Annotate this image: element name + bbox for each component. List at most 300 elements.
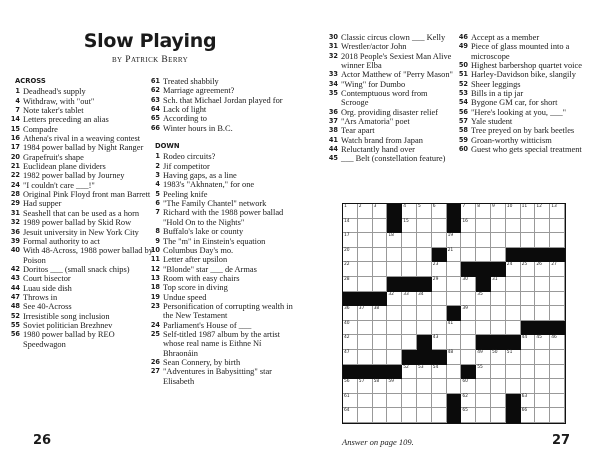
grid-cell[interactable] <box>373 321 388 336</box>
clue-item <box>322 108 457 117</box>
grid-cell[interactable] <box>535 204 550 219</box>
grid-cell[interactable] <box>432 219 447 234</box>
grid-cell[interactable] <box>550 365 565 380</box>
grid-cell[interactable] <box>387 394 402 409</box>
grid-cell[interactable] <box>461 379 476 394</box>
grid-cell[interactable] <box>373 262 388 277</box>
grid-cell[interactable] <box>358 219 373 234</box>
grid-cell[interactable] <box>343 277 358 292</box>
grid-block <box>447 219 462 234</box>
grid-cell[interactable] <box>402 379 417 394</box>
clue-item <box>4 171 154 180</box>
clue-number: 32 <box>328 51 338 60</box>
page-number-right: 27 <box>552 433 571 448</box>
clue-text: Compadre <box>23 124 58 134</box>
grid-cell[interactable] <box>491 321 506 336</box>
grid-cell[interactable] <box>343 394 358 409</box>
grid-cell[interactable] <box>402 219 417 234</box>
grid-cell[interactable] <box>373 379 388 394</box>
clue-text: Contemptuous word from Scrooge <box>341 89 428 108</box>
cell-number: 60 <box>462 379 468 385</box>
grid-cell[interactable] <box>402 408 417 423</box>
grid-cell[interactable] <box>432 335 447 350</box>
grid-cell[interactable] <box>447 277 462 292</box>
page-number-left: 26 <box>33 433 52 448</box>
grid-cell[interactable] <box>550 219 565 234</box>
grid-cell[interactable] <box>461 335 476 350</box>
grid-cell[interactable] <box>521 335 536 350</box>
grid-cell[interactable] <box>343 321 358 336</box>
clue-text: Rodeo circuits? <box>163 152 216 162</box>
grid-cell[interactable] <box>461 321 476 336</box>
grid-cell[interactable] <box>447 233 462 248</box>
clue-item <box>144 162 294 171</box>
grid-cell[interactable] <box>358 408 373 423</box>
clue-item <box>4 190 154 199</box>
clue-text: Doritos ___ (small snack chips) <box>23 264 130 274</box>
clue-item <box>144 293 294 302</box>
grid-cell[interactable] <box>506 350 521 365</box>
clue-number: 20 <box>10 152 20 161</box>
clue-text: "Adventures in Babysitting" star Elisabeth <box>163 367 272 386</box>
grid-cell[interactable] <box>521 379 536 394</box>
grid-cell[interactable] <box>506 277 521 292</box>
clue-number: 29 <box>10 199 20 208</box>
clue-text: Highest barbershop quartet voice <box>471 61 582 71</box>
grid-cell[interactable] <box>387 292 402 307</box>
grid-cell[interactable] <box>387 262 402 277</box>
cell-number: 12 <box>536 204 542 209</box>
grid-cell[interactable] <box>432 306 447 321</box>
grid-cell[interactable] <box>476 350 491 365</box>
grid-cell[interactable] <box>476 379 491 394</box>
grid-cell[interactable] <box>550 277 565 292</box>
clue-text: Parliament's House of ___ <box>163 320 252 330</box>
grid-cell[interactable] <box>358 335 373 350</box>
grid-cell[interactable] <box>491 219 506 234</box>
cell-number: 10 <box>506 204 513 209</box>
grid-cell[interactable] <box>550 233 565 248</box>
grid-block <box>387 219 402 234</box>
clue-text: Original Pink Floyd front man Barrett <box>23 190 151 200</box>
down-clues-column-4 <box>452 33 597 154</box>
clue-text: Top score in diving <box>163 283 228 293</box>
clue-text: Classic circus clown ___ Kelly <box>341 33 446 42</box>
clue-item <box>144 124 294 133</box>
grid-cell[interactable] <box>447 248 462 263</box>
grid-cell[interactable] <box>476 233 491 248</box>
clue-text: Sch. that Michael Jordan played for <box>163 95 283 105</box>
grid-cell[interactable] <box>521 365 536 380</box>
grid-cell[interactable] <box>358 394 373 409</box>
grid-cell[interactable] <box>535 233 550 248</box>
grid-cell[interactable] <box>358 262 373 277</box>
grid-cell[interactable] <box>402 365 417 380</box>
grid-cell[interactable] <box>447 365 462 380</box>
grid-cell[interactable] <box>491 394 506 409</box>
grid-cell[interactable] <box>521 394 536 409</box>
grid-cell[interactable] <box>476 365 491 380</box>
grid-cell[interactable] <box>506 321 521 336</box>
grid-cell[interactable] <box>550 394 565 409</box>
clue-text: Guest who gets special treatment <box>471 145 582 155</box>
grid-cell[interactable] <box>373 408 388 423</box>
grid-block <box>417 277 432 292</box>
grid-cell[interactable] <box>461 350 476 365</box>
grid-cell[interactable] <box>550 408 565 423</box>
across-clues-column-1 <box>4 77 154 349</box>
grid-cell[interactable] <box>491 408 506 423</box>
grid-cell[interactable] <box>402 394 417 409</box>
clue-item <box>452 42 597 61</box>
grid-cell[interactable] <box>550 335 565 350</box>
clue-number: 61 <box>150 77 160 85</box>
grid-cell[interactable] <box>432 233 447 248</box>
grid-cell[interactable] <box>432 379 447 394</box>
grid-cell[interactable] <box>476 204 491 219</box>
grid-cell[interactable] <box>358 306 373 321</box>
grid-cell[interactable] <box>447 292 462 307</box>
grid-cell[interactable] <box>521 408 536 423</box>
grid-cell[interactable] <box>402 321 417 336</box>
grid-cell[interactable] <box>461 394 476 409</box>
grid-cell[interactable] <box>506 292 521 307</box>
clue-number: 56 <box>458 107 468 116</box>
grid-cell[interactable] <box>476 306 491 321</box>
clue-text: Groan-worthy witticism <box>471 135 552 145</box>
grid-cell[interactable] <box>476 292 491 307</box>
clue-number: 17 <box>10 143 20 152</box>
grid-cell[interactable] <box>535 408 550 423</box>
clue-list <box>322 33 457 164</box>
grid-cell[interactable] <box>506 379 521 394</box>
clues-column-2 <box>144 77 294 386</box>
cell-number: 46 <box>551 335 557 341</box>
cell-number: 20 <box>344 247 350 253</box>
clue-number: 45 <box>328 154 338 163</box>
grid-cell[interactable] <box>535 277 550 292</box>
clue-number: 64 <box>150 105 160 114</box>
grid-cell[interactable] <box>491 350 506 365</box>
grid-cell[interactable] <box>447 335 462 350</box>
grid-cell[interactable] <box>461 408 476 423</box>
grid-cell[interactable] <box>535 292 550 307</box>
grid-cell[interactable] <box>521 233 536 248</box>
clue-list <box>144 77 294 133</box>
grid-cell[interactable] <box>535 379 550 394</box>
grid-cell[interactable] <box>402 204 417 219</box>
clue-number: 50 <box>458 61 468 70</box>
grid-cell[interactable] <box>521 219 536 234</box>
grid-cell[interactable] <box>491 365 506 380</box>
grid-cell[interactable] <box>535 262 550 277</box>
grid-cell[interactable] <box>402 292 417 307</box>
grid-cell[interactable] <box>387 408 402 423</box>
grid-cell[interactable] <box>432 204 447 219</box>
grid-cell[interactable] <box>432 292 447 307</box>
clue-item <box>322 52 457 71</box>
clue-item <box>4 246 154 265</box>
clue-number: 47 <box>10 292 20 301</box>
clue-item <box>144 330 294 358</box>
clue-list <box>452 33 597 154</box>
grid-cell[interactable] <box>417 394 432 409</box>
grid-cell[interactable] <box>343 335 358 350</box>
grid-cell[interactable] <box>387 379 402 394</box>
grid-cell[interactable] <box>491 292 506 307</box>
clue-item <box>4 228 154 237</box>
clue-text: Watch brand from Japan <box>341 135 423 145</box>
grid-cell[interactable] <box>343 379 358 394</box>
grid-cell[interactable] <box>461 248 476 263</box>
clue-number: 52 <box>10 311 20 320</box>
grid-cell[interactable] <box>461 204 476 219</box>
grid-cell[interactable] <box>506 204 521 219</box>
grid-cell[interactable] <box>417 321 432 336</box>
clue-item <box>322 145 457 154</box>
grid-cell[interactable] <box>461 233 476 248</box>
clue-number: 23 <box>150 301 160 310</box>
grid-block <box>343 292 358 307</box>
cell-number: 49 <box>477 350 483 355</box>
answer-note: Answer on page 109. <box>342 437 414 447</box>
grid-cell[interactable] <box>373 233 388 248</box>
grid-cell[interactable] <box>506 219 521 234</box>
grid-cell[interactable] <box>417 204 432 219</box>
grid-cell[interactable] <box>521 262 536 277</box>
clue-item <box>452 145 597 154</box>
grid-cell[interactable] <box>402 262 417 277</box>
grid-cell[interactable] <box>343 248 358 263</box>
grid-cell[interactable] <box>358 379 373 394</box>
grid-cell[interactable] <box>373 335 388 350</box>
clue-text: Formal authority to act <box>23 236 100 246</box>
grid-cell[interactable] <box>521 292 536 307</box>
grid-cell[interactable] <box>417 379 432 394</box>
grid-cell[interactable] <box>476 248 491 263</box>
grid-cell[interactable] <box>521 306 536 321</box>
grid-cell[interactable] <box>491 248 506 263</box>
grid-cell[interactable] <box>447 350 462 365</box>
grid-cell[interactable] <box>343 233 358 248</box>
grid-cell[interactable] <box>506 262 521 277</box>
grid-cell[interactable] <box>476 219 491 234</box>
grid-cell[interactable] <box>417 365 432 380</box>
grid-cell[interactable] <box>373 306 388 321</box>
grid-cell[interactable] <box>373 350 388 365</box>
clue-text: 1983's "Akhnaten," for one <box>163 180 255 190</box>
grid-cell[interactable] <box>343 306 358 321</box>
grid-cell[interactable] <box>535 306 550 321</box>
grid-cell[interactable] <box>343 350 358 365</box>
clue-text: 2018 People's Sexiest Man Alive winner Elba <box>341 51 452 71</box>
crossword-grid[interactable] <box>342 203 566 424</box>
clue-number: 7 <box>15 106 20 115</box>
grid-cell[interactable] <box>491 306 506 321</box>
grid-cell[interactable] <box>417 408 432 423</box>
clue-item <box>144 246 294 255</box>
grid-cell[interactable] <box>461 219 476 234</box>
grid-cell[interactable] <box>343 219 358 234</box>
grid-block <box>535 248 550 263</box>
cell-number: 41 <box>447 320 454 326</box>
grid-cell[interactable] <box>387 335 402 350</box>
clue-number: 66 <box>150 123 160 132</box>
grid-cell[interactable] <box>506 306 521 321</box>
clue-number: 25 <box>150 329 160 338</box>
grid-cell[interactable] <box>343 262 358 277</box>
cell-number: 32 <box>388 291 394 297</box>
grid-cell[interactable] <box>417 292 432 307</box>
grid-cell[interactable] <box>447 262 462 277</box>
grid-cell[interactable] <box>535 365 550 380</box>
grid-cell[interactable] <box>521 277 536 292</box>
grid-cell[interactable] <box>373 248 388 263</box>
grid-cell[interactable] <box>387 248 402 263</box>
grid-cell[interactable] <box>491 204 506 219</box>
grid-cell[interactable] <box>535 219 550 234</box>
clue-text: Letters preceding an alias <box>23 115 109 125</box>
grid-cell[interactable] <box>402 233 417 248</box>
grid-cell[interactable] <box>387 306 402 321</box>
grid-cell[interactable] <box>358 233 373 248</box>
cell-number: 9 <box>492 204 495 209</box>
cell-number: 3 <box>373 204 377 209</box>
grid-cell[interactable] <box>373 204 388 219</box>
grid-cell[interactable] <box>491 379 506 394</box>
grid-cell[interactable] <box>417 233 432 248</box>
grid-cell[interactable] <box>521 204 536 219</box>
grid-cell[interactable] <box>432 408 447 423</box>
grid-cell[interactable] <box>447 321 462 336</box>
clue-text: "Ars Amatoria" poet <box>341 117 410 127</box>
grid-cell[interactable] <box>358 350 373 365</box>
cell-number: 13 <box>551 204 557 209</box>
grid-cell[interactable] <box>461 277 476 292</box>
clue-number: 58 <box>458 126 468 135</box>
grid-cell[interactable] <box>550 204 565 219</box>
clue-number: 12 <box>150 264 160 273</box>
grid-cell[interactable] <box>343 204 358 219</box>
grid-block <box>387 277 402 292</box>
cell-number: 35 <box>477 291 483 297</box>
clue-number: 36 <box>328 107 338 116</box>
clue-text: Throws in <box>23 292 58 302</box>
grid-cell[interactable] <box>417 306 432 321</box>
grid-cell[interactable] <box>432 394 447 409</box>
grid-block <box>447 394 462 409</box>
cell-number: 11 <box>521 204 528 209</box>
grid-cell[interactable] <box>550 292 565 307</box>
clue-text: Luau side dish <box>23 283 72 293</box>
grid-cell[interactable] <box>535 335 550 350</box>
grid-cell[interactable] <box>491 233 506 248</box>
clue-number: 9 <box>155 236 160 245</box>
cell-number: 24 <box>506 262 513 268</box>
grid-cell[interactable] <box>358 248 373 263</box>
clue-text: 1980 power ballad by REO Speedwagon <box>23 330 115 349</box>
grid-cell[interactable] <box>432 277 447 292</box>
clue-item <box>322 154 457 163</box>
clue-item <box>4 87 154 96</box>
grid-cell[interactable] <box>373 394 388 409</box>
clue-text: Personification of corrupting wealth in the New Testament <box>163 301 293 321</box>
grid-cell[interactable] <box>373 277 388 292</box>
grid-cell[interactable] <box>387 350 402 365</box>
clue-number: 33 <box>328 70 338 79</box>
grid-cell[interactable] <box>432 365 447 380</box>
grid-cell[interactable] <box>417 248 432 263</box>
clue-item <box>452 98 597 107</box>
grid-block <box>447 204 462 219</box>
grid-cell[interactable] <box>358 277 373 292</box>
clue-number: 2 <box>155 161 160 170</box>
grid-cell[interactable] <box>402 335 417 350</box>
clue-item <box>4 284 154 293</box>
grid-cell[interactable] <box>432 321 447 336</box>
clue-text: Columbus Day's mo. <box>163 245 234 255</box>
grid-cell[interactable] <box>447 379 462 394</box>
grid-block <box>461 365 476 380</box>
clue-item <box>144 255 294 264</box>
grid-cell[interactable] <box>402 248 417 263</box>
clue-number: 48 <box>10 302 20 311</box>
grid-cell[interactable] <box>461 306 476 321</box>
grid-cell[interactable] <box>550 306 565 321</box>
clue-number: 27 <box>150 367 160 376</box>
grid-cell[interactable] <box>387 321 402 336</box>
grid-cell[interactable] <box>461 292 476 307</box>
grid-cell[interactable] <box>432 262 447 277</box>
grid-cell[interactable] <box>358 321 373 336</box>
cell-number: 36 <box>344 306 350 312</box>
grid-cell[interactable] <box>402 306 417 321</box>
grid-cell[interactable] <box>373 219 388 234</box>
grid-cell[interactable] <box>550 350 565 365</box>
clue-text: Letter after upsilon <box>163 255 228 265</box>
grid-cell[interactable] <box>506 233 521 248</box>
grid-cell[interactable] <box>550 379 565 394</box>
grid-cell[interactable] <box>387 233 402 248</box>
clue-text: "The Family Chantel" network <box>163 199 267 209</box>
grid-block <box>417 335 432 350</box>
grid-block <box>447 408 462 423</box>
clue-text: Lack of light <box>163 105 207 115</box>
grid-cell[interactable] <box>506 365 521 380</box>
cell-number: 66 <box>521 408 528 414</box>
grid-cell[interactable] <box>491 277 506 292</box>
grid-block <box>373 365 388 380</box>
grid-cell[interactable] <box>550 262 565 277</box>
grid-cell[interactable] <box>535 394 550 409</box>
clue-number: 30 <box>328 33 338 41</box>
grid-cell[interactable] <box>521 350 536 365</box>
grid-block <box>402 277 417 292</box>
grid-cell[interactable] <box>343 408 358 423</box>
grid-cell[interactable] <box>417 262 432 277</box>
clue-number: 41 <box>328 135 338 144</box>
clue-item <box>322 33 457 42</box>
clue-text: Jif competitor <box>163 161 210 171</box>
grid-cell[interactable] <box>476 394 491 409</box>
grid-cell[interactable] <box>476 321 491 336</box>
grid-cell[interactable] <box>535 350 550 365</box>
grid-cell[interactable] <box>417 219 432 234</box>
cell-number: 26 <box>536 262 542 268</box>
across-heading: ACROSS <box>15 77 46 85</box>
grid-cell[interactable] <box>358 204 373 219</box>
grid-cell[interactable] <box>476 408 491 423</box>
